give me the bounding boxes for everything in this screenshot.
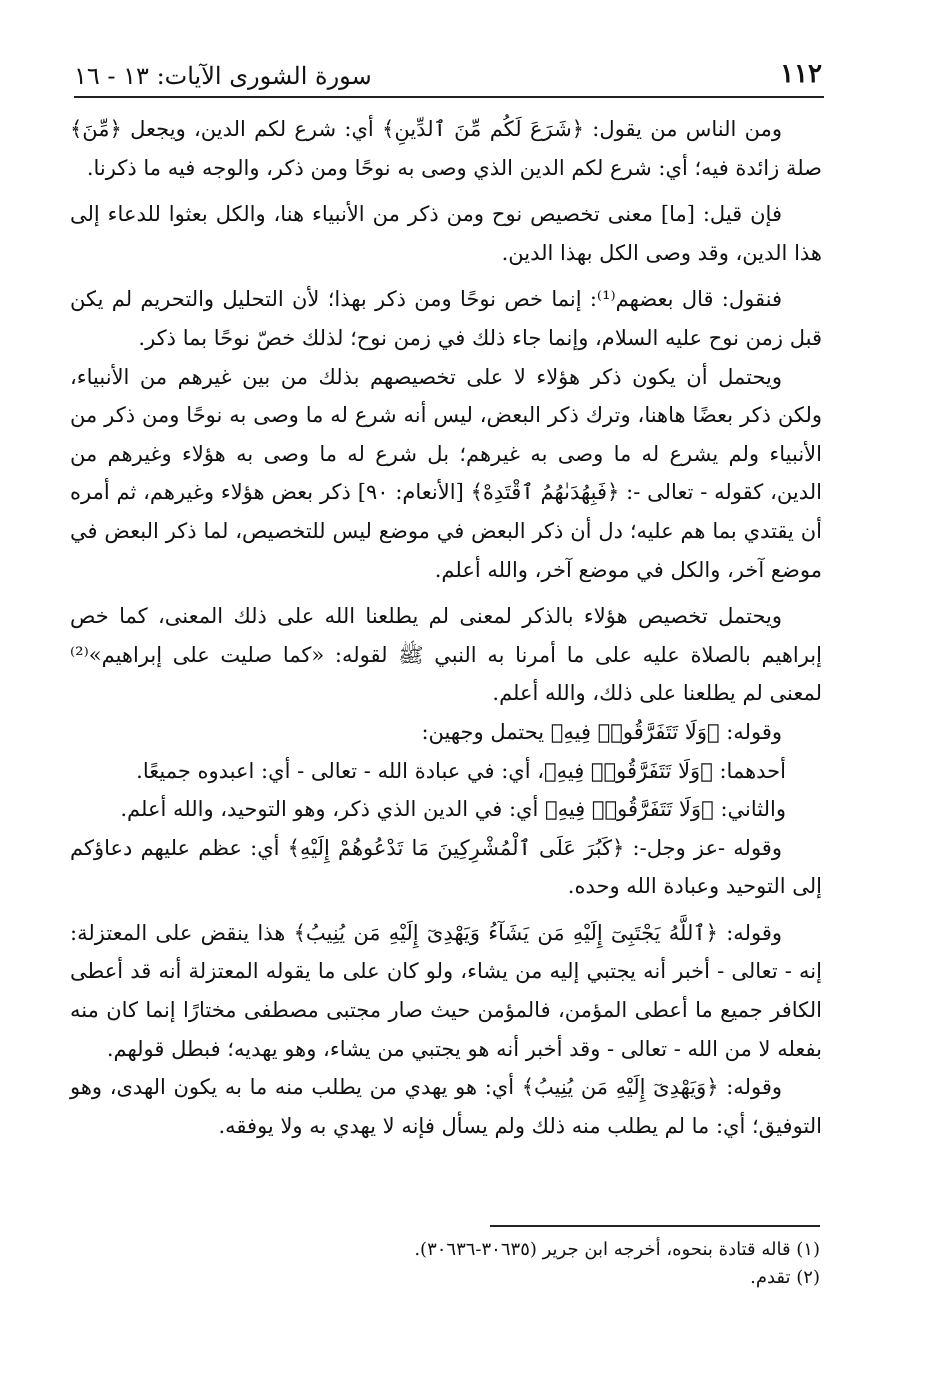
running-title: سورة الشورى الآيات: ١٣ - ١٦ [74,62,372,90]
paragraph-4: ويحتمل أن يكون ذكر هؤلاء لا على تخصيصهم بذلك من بين غيرهم من الأنبياء، ولكن ذكر بعضًا هاهنا، وترك ذكر البعض، ليس أنه شرع له ما وصى به نوحًا ومن ذكر من الأنبياء ولم يشرع له ما وصى به غيرهم؛ بل شرع له ما وصى به هؤلاء وغيرهم من الدين، كقوله - تعالى -: ﴿فَبِهُدَىٰهُمُ ٱقْتَدِهْ﴾ [الأنعام: ٩٠] ذكر بعض هؤلاء وغيرهم، ثم أمره أن يقتدي بما هم عليه؛ دل أن ذكر البعض في موضع ليس للتخصيص، لما ذكر البعض في موضع آخر، والكل في موضع آخر، والله أعلم. [70,364,822,582]
page-header [74,48,822,96]
paragraph-10: وقوله: ﴿ٱللَّهُ يَجْتَبِىٓ إِلَيْهِ مَن يَشَآءُ وَيَهْدِىٓ إِلَيْهِ مَن يُنِيبُ﴾ هذا ينقض على المعتزلة: إنه - تعالى - أخبر أنه يجتبي إليه من يشاء، ولو كان على ما يقوله المعتزلة أنه قد أعطى الكافر جميع ما أعطى المؤمن، فالمؤمن حيث صار مجتبى مصطفى مختارًا إنما كان منه بفعله لا من الله - تعالى - وقد أخبر أنه هو يجتبي من يشاء، وهو يهديه؛ فبطل قولهم. [70,920,822,1061]
main-text [70,110,822,1145]
paragraph-8: والثاني: ﴿وَلَا تَتَفَرَّقُوا۟ فِيهِ﴾ أي: في الدين الذي ذكر، وهو التوحيد، والله أعلم. [120,797,786,822]
paragraph-6: وقوله: ﴿وَلَا تَتَفَرَّقُوا۟ فِيهِ﴾ يحتمل وجهين: [421,719,782,744]
paragraph-9: وقوله -عز وجل-: ﴿كَبُرَ عَلَى ٱلْمُشْرِكِينَ مَا تَدْعُوهُمْ إِلَيْهِ﴾ أي: عظم عليهم دعاؤكم إلى التوحيد وعبادة الله وحده. [70,835,822,899]
paragraph-11: وقوله: ﴿وَيَهْدِىٓ إِلَيْهِ مَن يُنِيبُ﴾ أي: هو يهدي من يطلب منه ما به يكون الهدى، وهو التوفيق؛ أي: ما لم يطلب منه ذلك ولم يسأل فإنه لا يهدي به ولا يوفقه. [70,1075,822,1138]
paragraph-1: ومن الناس من يقول: ﴿شَرَعَ لَكُم مِّنَ ٱلدِّينِ﴾ أي: شرع لكم الدين، ويجعل ﴿مِّنَ﴾ صلة زائدة فيه؛ أي: شرع لكم الدين الذي وصى به نوحًا ومن ذكر، والوجه فيه ما ذكرنا. [70,117,822,180]
footnote-divider [490,1225,820,1227]
paragraph-7: أحدهما: ﴿وَلَا تَتَفَرَّقُوا۟ فِيهِ﴾، أي: في عبادة الله - تعالى - أي: اعبدوه جميعًا. [136,758,786,783]
footnote-2: (٢) تقدم. [750,1267,820,1288]
header-divider [74,96,824,98]
paragraph-2: فإن قيل: [ما] معنى تخصيص نوح ومن ذكر من الأنبياء هنا، والكل بعثوا للدعاء إلى هذا الدين، وقد وصى الكل بهذا الدين. [70,202,822,265]
page-number: ١١٢ [780,59,822,89]
paragraph-3: فنقول: قال بعضهم⁽¹⁾: إنما خص نوحًا ومن ذكر بهذا؛ لأن التحليل والتحريم لم يكن قبل زمن نوح عليه السلام، وإنما جاء ذلك في زمن نوح؛ لذلك خصّ نوحًا بما ذكر. [70,287,822,350]
footnotes [140,1236,820,1292]
paragraph-5: ويحتمل تخصيص هؤلاء بالذكر لمعنى لم يطلعنا الله على ذلك المعنى، كما خص إبراهيم بالصلاة عليه على ما أمرنا به النبي ﷺ لقوله: «كما صليت على إبراهيم»⁽²⁾ لمعنى لم يطلعنا على ذلك، والله أعلم. [70,604,822,706]
footnote-1: (١) قاله قتادة بنحوه، أخرجه ابن جرير (٣٠٦٣٥-٣٠٦٣٦). [414,1239,820,1260]
